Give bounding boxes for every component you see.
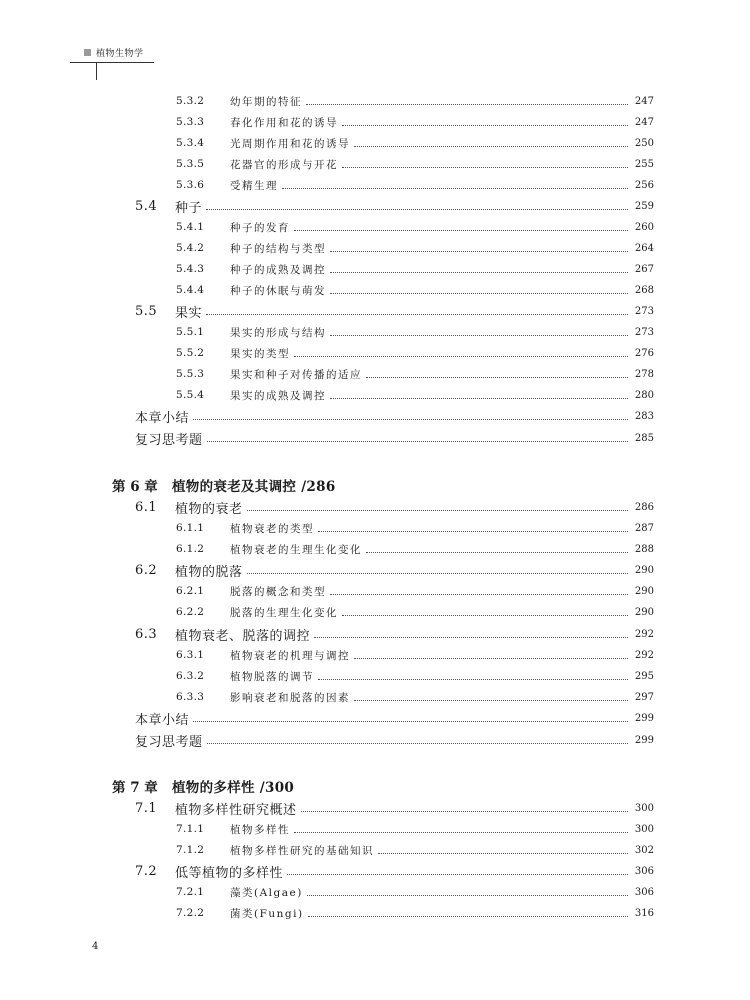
toc-subsection-entry [176, 175, 654, 195]
toc-number: 6.1.2 [176, 543, 205, 555]
dot-leader [330, 272, 628, 273]
toc-subsection-entry [176, 581, 654, 601]
toc-subsection-entry [176, 882, 654, 902]
toc-page-number: 299 [634, 734, 654, 746]
toc-title: 种子的结构与类型 [230, 242, 326, 255]
dot-leader [207, 743, 628, 744]
toc-number: 6.3.1 [176, 649, 205, 661]
toc-subsection-entry [176, 539, 654, 559]
toc-subsection-entry [176, 133, 654, 153]
toc-number: 7.2.2 [176, 907, 205, 919]
toc-title: 果实和种子对传播的适应 [230, 368, 362, 381]
dot-leader [342, 167, 628, 168]
dot-leader [307, 895, 628, 896]
toc-page-number: 256 [634, 179, 654, 191]
toc-number: 7.1.2 [176, 844, 205, 856]
toc-title: 果实的类型 [230, 347, 290, 360]
dot-leader [354, 658, 628, 659]
toc-subsection-entry [176, 666, 654, 686]
toc-title: 植物脱落的调节 [230, 670, 314, 683]
toc-subsection-entry [176, 518, 654, 538]
toc-page-number: 250 [634, 137, 654, 149]
dot-leader [206, 314, 628, 315]
page-number: 4 [92, 941, 99, 952]
toc-subsection-entry [176, 217, 654, 237]
toc-number: 6.3 [135, 626, 158, 642]
toc-page-number: 302 [634, 844, 654, 856]
dot-leader [301, 811, 628, 812]
toc-subsection-entry [176, 385, 654, 405]
toc-page-number: 260 [634, 221, 654, 233]
toc-number: 5.4.2 [176, 242, 205, 254]
dot-leader [287, 874, 628, 875]
toc-title: 受精生理 [230, 179, 278, 192]
toc-section-entry [135, 624, 654, 644]
toc-section-entry [135, 798, 654, 818]
dot-leader [354, 700, 628, 701]
toc-title: 植物的多样性 /300 [172, 780, 295, 796]
toc-number: 5.4.1 [176, 221, 205, 233]
toc-title: 本章小结 [135, 410, 190, 426]
dot-leader [247, 510, 628, 511]
toc-number: 5.4 [135, 198, 158, 214]
toc-title: 光周期作用和花的诱导 [230, 137, 350, 150]
toc-page-number: 273 [634, 305, 654, 317]
toc-page-number: 299 [634, 712, 654, 724]
toc-page-number: 290 [634, 564, 654, 576]
toc-page-number: 300 [634, 802, 654, 814]
dot-leader [193, 419, 628, 420]
dot-leader [318, 531, 628, 532]
toc-page-number: 276 [634, 347, 654, 359]
toc-page-number: 285 [634, 432, 654, 444]
toc-number: 5.5.2 [176, 347, 205, 359]
toc-page-number: 267 [634, 263, 654, 275]
toc-section-entry [135, 428, 654, 448]
toc-number: 6.3.2 [176, 670, 205, 682]
toc-chapter-heading [112, 776, 294, 796]
toc-title: 春化作用和花的诱导 [230, 116, 338, 129]
toc-page-number: 306 [634, 865, 654, 877]
dot-leader [366, 552, 628, 553]
toc-number: 5.4.3 [176, 263, 205, 275]
toc-title: 植物多样性研究概述 [175, 802, 297, 818]
toc-number: 6.1 [135, 499, 158, 515]
toc-title: 植物衰老的类型 [230, 522, 314, 535]
toc-title: 果实的成熟及调控 [230, 389, 326, 402]
dot-leader [306, 104, 628, 105]
toc-title: 花器官的形成与开花 [230, 158, 338, 171]
toc-number: 6.2.1 [176, 585, 205, 597]
toc-title: 脱落的生理生化变化 [230, 606, 338, 619]
dot-leader [314, 637, 628, 638]
toc-page-number: 297 [634, 691, 654, 703]
header-title: 植物生物学 [96, 49, 144, 59]
dot-leader [294, 832, 628, 833]
toc-title: 种子的休眠与萌发 [230, 284, 326, 297]
toc-title: 种子 [175, 200, 203, 216]
toc-page-number: 288 [634, 543, 654, 555]
toc-page-number: 247 [634, 95, 654, 107]
toc-subsection-entry [176, 259, 654, 279]
toc-subsection-entry [176, 112, 654, 132]
dot-leader [294, 356, 628, 357]
toc-page-number: 259 [634, 200, 654, 212]
toc-number: 6.2.2 [176, 606, 205, 618]
toc-number: 5.5 [135, 303, 158, 319]
toc-subsection-entry [176, 238, 654, 258]
dot-leader [342, 125, 628, 126]
toc-title: 幼年期的特征 [230, 95, 302, 108]
toc-title: 低等植物的多样性 [175, 865, 284, 881]
toc-page-number: 292 [634, 649, 654, 661]
toc-section-entry [135, 497, 654, 517]
toc-page-number: 286 [634, 501, 654, 513]
toc-number: 6.1.1 [176, 522, 205, 534]
toc-number: 7.2 [135, 863, 158, 879]
toc-number: 第 7 章 [112, 780, 158, 796]
toc-section-entry [135, 406, 654, 426]
toc-chapter-heading [112, 475, 336, 495]
dot-leader [247, 573, 628, 574]
toc-number: 5.3.3 [176, 116, 205, 128]
toc-title: 植物的脱落 [175, 564, 243, 580]
toc-number: 5.3.5 [176, 158, 205, 170]
toc-page-number: 268 [634, 284, 654, 296]
toc-number: 5.5.1 [176, 326, 205, 338]
toc-number: 5.3.4 [176, 137, 205, 149]
dot-leader [378, 853, 628, 854]
toc-section-entry [135, 730, 654, 750]
toc-number: 5.3.2 [176, 95, 205, 107]
dot-leader [330, 398, 628, 399]
toc-number: 5.3.6 [176, 179, 205, 191]
dot-leader [206, 209, 628, 210]
toc-subsection-entry [176, 840, 654, 860]
toc-title: 种子的成熟及调控 [230, 263, 326, 276]
toc-page-number: 273 [634, 326, 654, 338]
toc-title: 复习思考题 [135, 432, 203, 448]
toc-page-number: 283 [634, 410, 654, 422]
dot-leader [354, 146, 628, 147]
toc-number: 5.4.4 [176, 284, 205, 296]
toc-page-number: 306 [634, 886, 654, 898]
toc-subsection-entry [176, 154, 654, 174]
toc-number: 5.5.3 [176, 368, 205, 380]
toc-subsection-entry [176, 645, 654, 665]
toc-page-number: 255 [634, 158, 654, 170]
toc-title: 复习思考题 [135, 734, 203, 750]
toc-section-entry [135, 560, 654, 580]
toc-page-number: 290 [634, 606, 654, 618]
dot-leader [366, 377, 628, 378]
toc-number: 6.2 [135, 562, 158, 578]
toc-title: 植物的衰老及其调控 /286 [172, 479, 336, 495]
dot-leader [207, 441, 628, 442]
dot-leader [282, 188, 628, 189]
dot-leader [330, 335, 628, 336]
toc-subsection-entry [176, 280, 654, 300]
dot-leader [330, 594, 628, 595]
toc-page-number: 295 [634, 670, 654, 682]
dot-leader [342, 615, 628, 616]
toc-section-entry [135, 861, 654, 881]
toc-subsection-entry [176, 91, 654, 111]
toc-title: 种子的发育 [230, 221, 290, 234]
toc-title: 植物多样性研究的基础知识 [230, 844, 374, 857]
toc-number: 6.3.3 [176, 691, 205, 703]
toc-title: 植物衰老的机理与调控 [230, 649, 350, 662]
dot-leader [193, 721, 628, 722]
toc-title: 植物多样性 [230, 823, 290, 836]
toc-subsection-entry [176, 687, 654, 707]
toc-title: 脱落的概念和类型 [230, 585, 326, 598]
dot-leader [330, 293, 628, 294]
toc-section-entry [135, 196, 654, 216]
toc-title: 本章小结 [135, 712, 190, 728]
toc-page-number: 280 [634, 389, 654, 401]
toc-title: 植物衰老、脱落的调控 [175, 628, 311, 644]
toc-page-number: 292 [634, 628, 654, 640]
toc-subsection-entry [176, 602, 654, 622]
toc-subsection-entry [176, 819, 654, 839]
toc-title: 果实 [175, 305, 203, 321]
toc-page-number: 290 [634, 585, 654, 597]
dot-leader [318, 679, 628, 680]
toc-subsection-entry [176, 364, 654, 384]
toc-page-number: 287 [634, 522, 654, 534]
toc-page-number: 247 [634, 116, 654, 128]
toc-page-number: 300 [634, 823, 654, 835]
toc-number: 7.2.1 [176, 886, 205, 898]
toc-page-number: 264 [634, 242, 654, 254]
toc-number: 第 6 章 [112, 479, 158, 495]
toc-number: 7.1 [135, 800, 158, 816]
toc-title: 菌类(Fungi) [230, 907, 304, 920]
toc-title: 植物衰老的生理生化变化 [230, 543, 362, 556]
toc-section-entry [135, 708, 654, 728]
toc-subsection-entry [176, 322, 654, 342]
dot-leader [330, 251, 628, 252]
toc-section-entry [135, 301, 654, 321]
toc-subsection-entry [176, 343, 654, 363]
toc-title: 果实的形成与结构 [230, 326, 326, 339]
dot-leader [294, 230, 628, 231]
toc-number: 5.5.4 [176, 389, 205, 401]
toc-title: 影响衰老和脱落的因素 [230, 691, 350, 704]
toc-page-number: 316 [634, 907, 654, 919]
dot-leader [308, 916, 628, 917]
toc-title: 藻类(Algae) [230, 886, 303, 899]
toc-page-number: 278 [634, 368, 654, 380]
toc-title: 植物的衰老 [175, 501, 243, 517]
toc-subsection-entry [176, 903, 654, 923]
toc-number: 7.1.1 [176, 823, 205, 835]
